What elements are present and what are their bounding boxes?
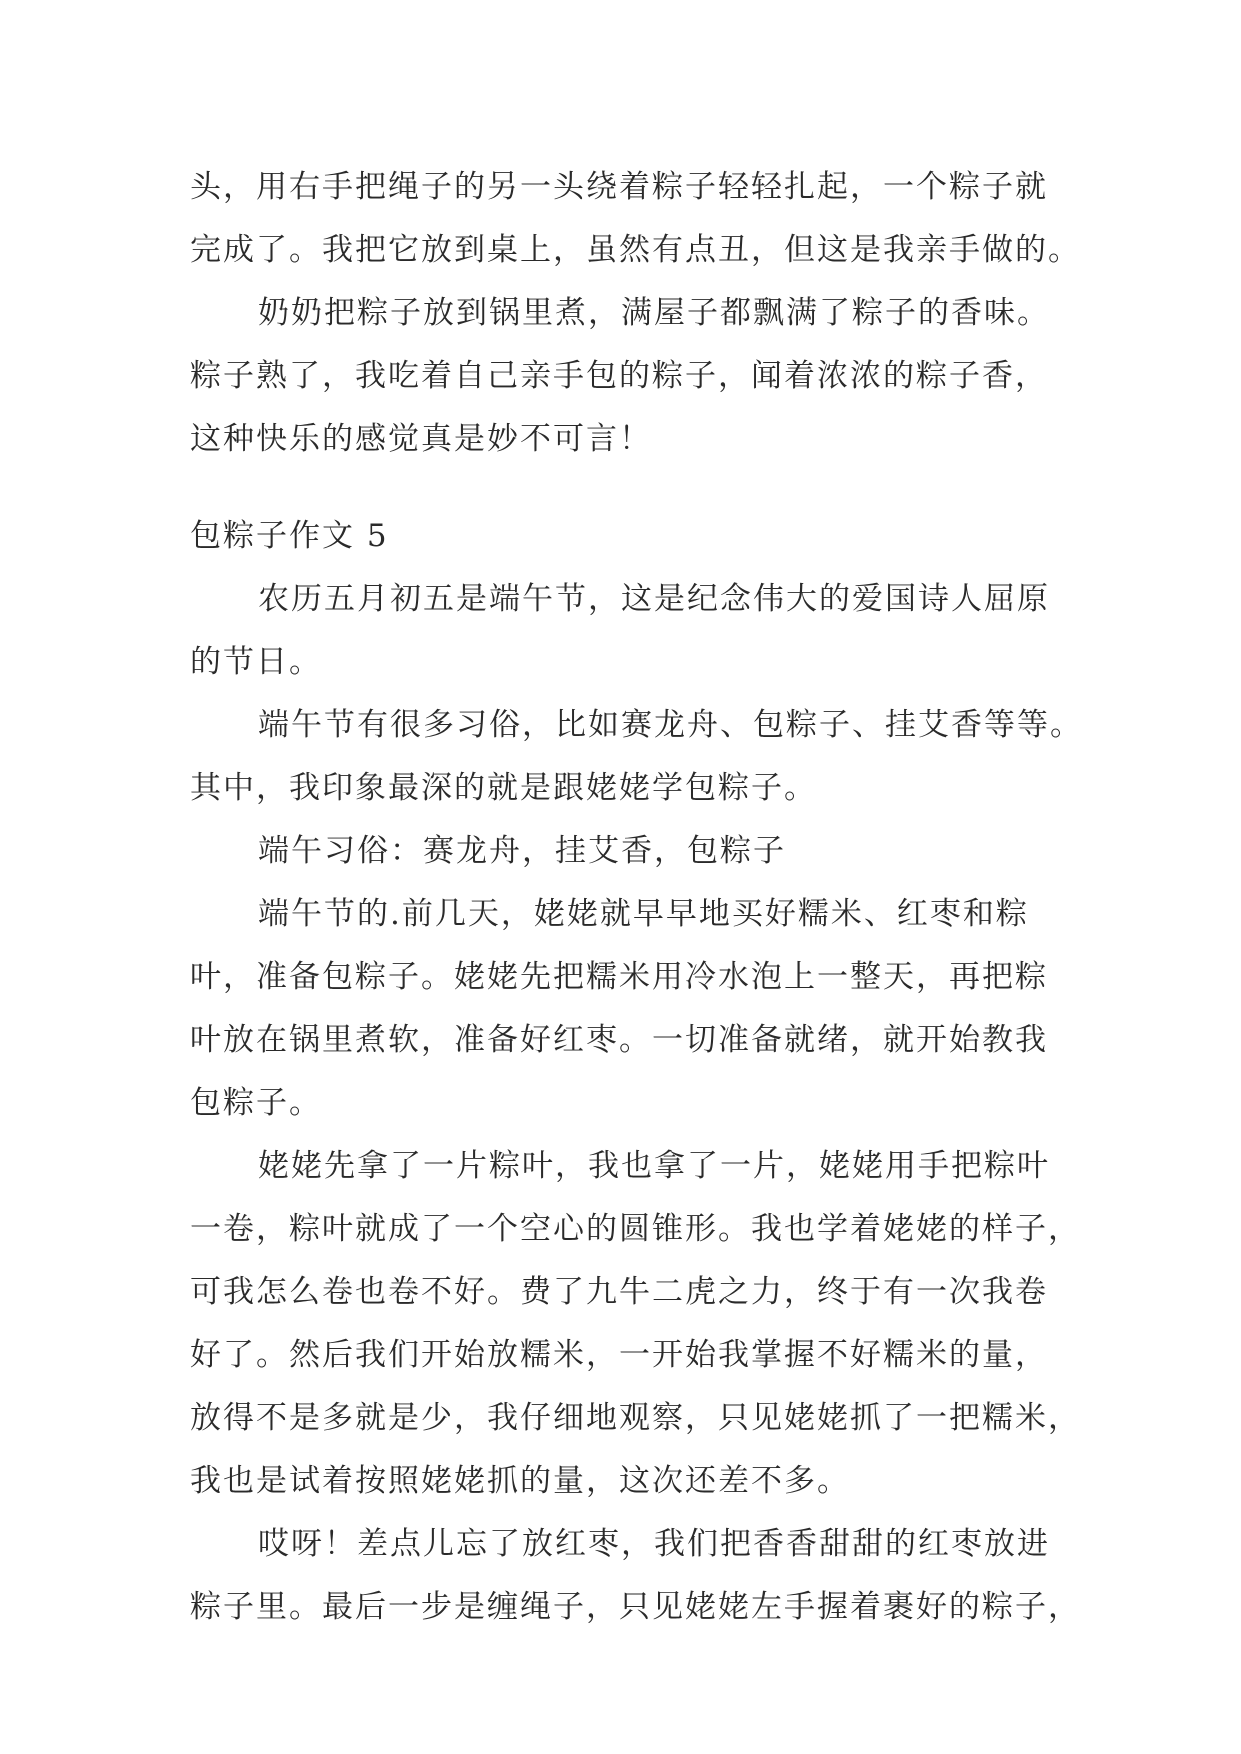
text-line: 叶，准备包粽子。姥姥先把糯米用冷水泡上一整天，再把粽 <box>190 959 1048 995</box>
section-heading: 包粽子作文 5 <box>190 518 389 554</box>
text-line: 一卷，粽叶就成了一个空心的圆锥形。我也学着姥姥的样子， <box>190 1211 1081 1247</box>
text-line: 放得不是多就是少，我仔细地观察，只见姥姥抓了一把糯米， <box>190 1400 1081 1436</box>
text-line: 好了。然后我们开始放糯米，一开始我掌握不好糯米的量， <box>190 1337 1048 1373</box>
paragraph-first-line: 农历五月初五是端午节，这是纪念伟大的爱国诗人屈原 <box>258 581 1050 617</box>
text-line: 叶放在锅里煮软，准备好红枣。一切准备就绪，就开始教我 <box>190 1022 1048 1058</box>
text-line: 其中，我印象最深的就是跟姥姥学包粽子。 <box>190 770 817 806</box>
text-line: 的节日。 <box>190 644 322 680</box>
text-line: 粽子熟了，我吃着自己亲手包的粽子，闻着浓浓的粽子香， <box>190 358 1048 394</box>
text-line: 完成了。我把它放到桌上，虽然有点丑，但这是我亲手做的。 <box>190 232 1081 268</box>
text-line: 这种快乐的感觉真是妙不可言！ <box>190 421 652 457</box>
text-line: 我也是试着按照姥姥抓的量，这次还差不多。 <box>190 1463 850 1499</box>
paragraph-first-line: 端午节有很多习俗，比如赛龙舟、包粽子、挂艾香等等。 <box>258 707 1083 743</box>
text-line: 包粽子。 <box>190 1085 322 1121</box>
paragraph-first-line: 端午节的.前几天，姥姥就早早地买好糯米、红枣和粽 <box>258 896 1029 932</box>
paragraph-first-line: 姥姥先拿了一片粽叶，我也拿了一片，姥姥用手把粽叶 <box>258 1148 1050 1184</box>
paragraph-first-line: 奶奶把粽子放到锅里煮，满屋子都飘满了粽子的香味。 <box>258 295 1050 331</box>
text-line: 粽子里。最后一步是缠绳子，只见姥姥左手握着裹好的粽子， <box>190 1589 1081 1625</box>
paragraph-first-line: 哎呀！差点儿忘了放红枣，我们把香香甜甜的红枣放进 <box>258 1526 1050 1562</box>
text-line: 可我怎么卷也卷不好。费了九牛二虎之力，终于有一次我卷 <box>190 1274 1048 1310</box>
paragraph-first-line: 端午习俗：赛龙舟，挂艾香，包粽子 <box>258 833 786 869</box>
text-line: 头，用右手把绳子的另一头绕着粽子轻轻扎起，一个粽子就 <box>190 169 1048 205</box>
